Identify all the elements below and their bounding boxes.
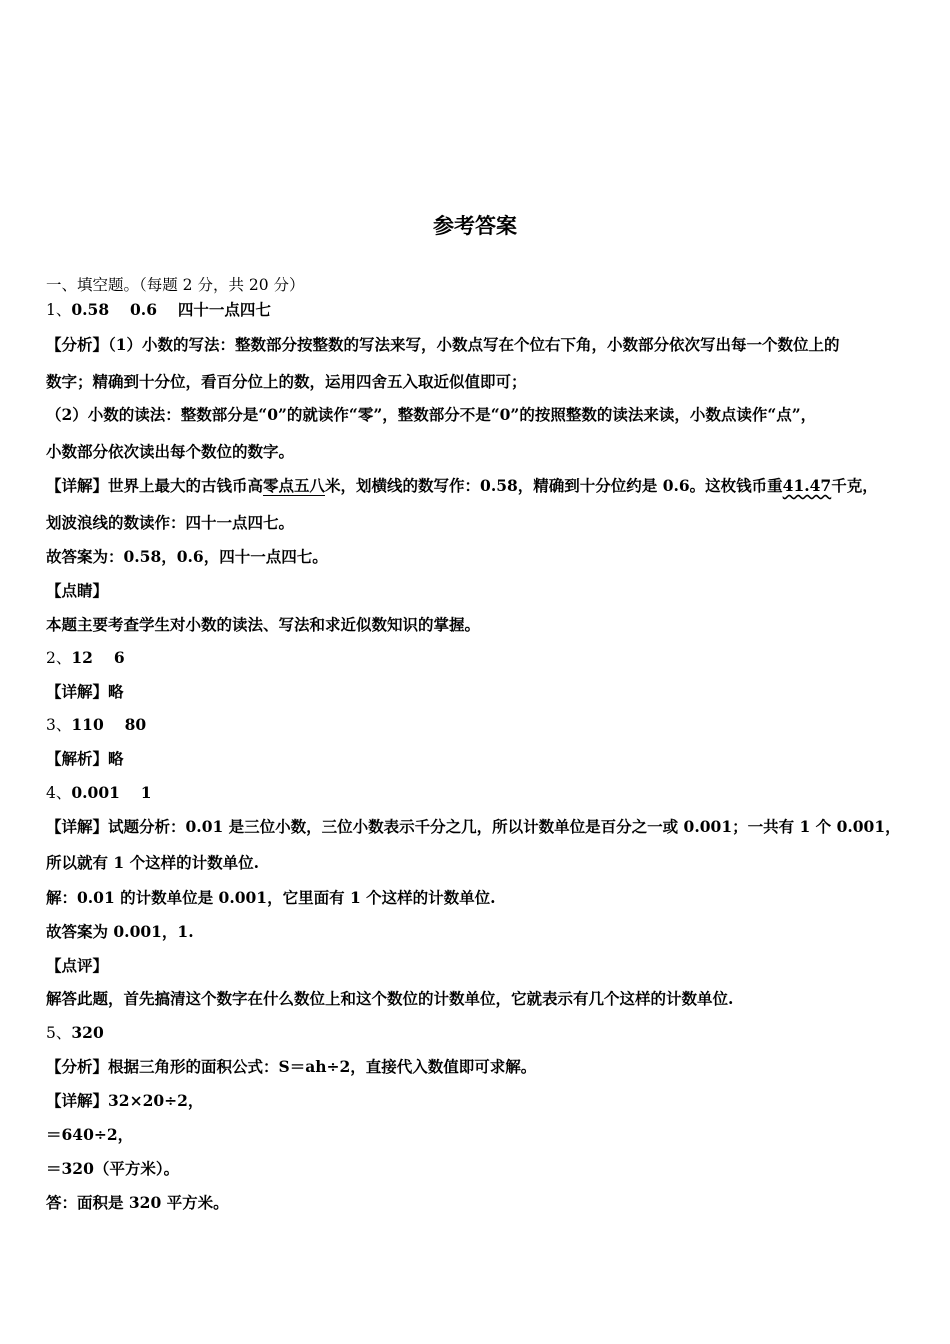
q1-comment: 本题主要考查学生对小数的读法、写法和求近似数知识的掌握。: [46, 615, 481, 634]
q4-comment-tag: 【点评】: [46, 956, 109, 975]
q1-analysis-tag: 【分析】: [46, 335, 109, 354]
q1-detail-text-b: 米，划横线的数写作：0.58，精确到十分位约是 0.6。这枚钱币重: [325, 476, 783, 495]
q5-step-1: 32×20÷2，: [108, 1091, 204, 1110]
q1-analysis-line-3: （2）小数的读法：整数部分是“0”的就读作“零”，整数部分不是“0”的按照整数的读法来读，小数点读作“点”，: [46, 405, 817, 424]
q4-comment: 解答此题，首先搞清这个数字在什么数位上和这个数位的计数单位，它就表示有几个这样的计数单位.: [46, 989, 734, 1008]
q5-detail-tag: 【详解】: [46, 1091, 109, 1110]
q4-answer-line: [46, 782, 916, 804]
q5-analysis: 【分析】根据三角形的面积公式：S＝ah÷2，直接代入数值即可求解。: [46, 1057, 537, 1076]
q1-number: 1、: [46, 301, 72, 319]
q4-detail-tag: 【详解】: [46, 817, 109, 836]
q1-analysis-line-2: 数字；精确到十分位，看百分位上的数，运用四舍五入取近似值即可；: [46, 372, 527, 391]
q3-answer-line: [46, 714, 916, 736]
q1-analysis-line-1: [46, 334, 916, 356]
q1-answer: 0.58 0.6 四十一点四七: [71, 300, 271, 319]
q4-detail-line-2: 所以就有 1 个这样的计数单位.: [46, 853, 259, 872]
q1-answer-line: [46, 299, 916, 321]
q5-step-3: ＝320（平方米）。: [46, 1159, 180, 1178]
q1-detail-line-1: [46, 475, 916, 497]
q5-answer: 320: [71, 1023, 104, 1042]
q2-answer: 12 6: [71, 648, 125, 667]
q2-answer-line: [46, 647, 916, 669]
q5-answer-line: [46, 1022, 916, 1044]
q4-detail-text: 试题分析：0.01 是三位小数，三位小数表示千分之几，所以计数单位是百分之一或 0.001；一共有 1 个 0.001，: [108, 817, 901, 836]
q2-number: 2、: [46, 649, 72, 667]
q4-conclusion: 故答案为 0.001，1.: [46, 922, 194, 941]
q4-detail-line-1: [46, 816, 916, 838]
q5-final-answer: 答：面积是 320 平方米。: [46, 1193, 229, 1212]
q1-conclusion: 故答案为：0.58，0.6，四十一点四七。: [46, 547, 328, 566]
q1-detail-line-2: 划波浪线的数读作：四十一点四七。: [46, 513, 295, 532]
q1-detail-text-c: 千克，: [831, 476, 878, 495]
q1-analysis-text-1: （1）小数的写法：整数部分按整数的写法来写，小数点写在个位右下角，小数部分依次写出每一个数位上的: [108, 335, 840, 354]
q4-answer: 0.001 1: [71, 783, 152, 802]
section-heading: 一、填空题。（每题 2 分，共 20 分）: [46, 276, 305, 294]
q4-solution: 解：0.01 的计数单位是 0.001，它里面有 1 个这样的计数单位.: [46, 888, 496, 907]
q3-answer: 110 80: [71, 715, 147, 734]
q5-number: 5、: [46, 1024, 72, 1042]
q1-detail-tag: 【详解】: [46, 476, 109, 495]
q5-step-2: ＝640÷2，: [46, 1125, 134, 1144]
q1-analysis-line-4: 小数部分依次读出每个数位的数字。: [46, 442, 295, 461]
page-title: 参考答案: [433, 213, 517, 238]
q2-detail: 【详解】略: [46, 682, 124, 701]
q5-detail-line: [46, 1090, 916, 1112]
q4-number: 4、: [46, 784, 72, 802]
q1-comment-tag: 【点睛】: [46, 581, 109, 600]
q3-number: 3、: [46, 716, 72, 734]
q1-wavy-number: 41.47: [782, 476, 832, 495]
q3-detail: 【解析】略: [46, 749, 124, 768]
q1-underlined-number: 零点五八: [263, 476, 326, 495]
q1-detail-text-a: 世界上最大的古钱币高: [108, 476, 264, 495]
